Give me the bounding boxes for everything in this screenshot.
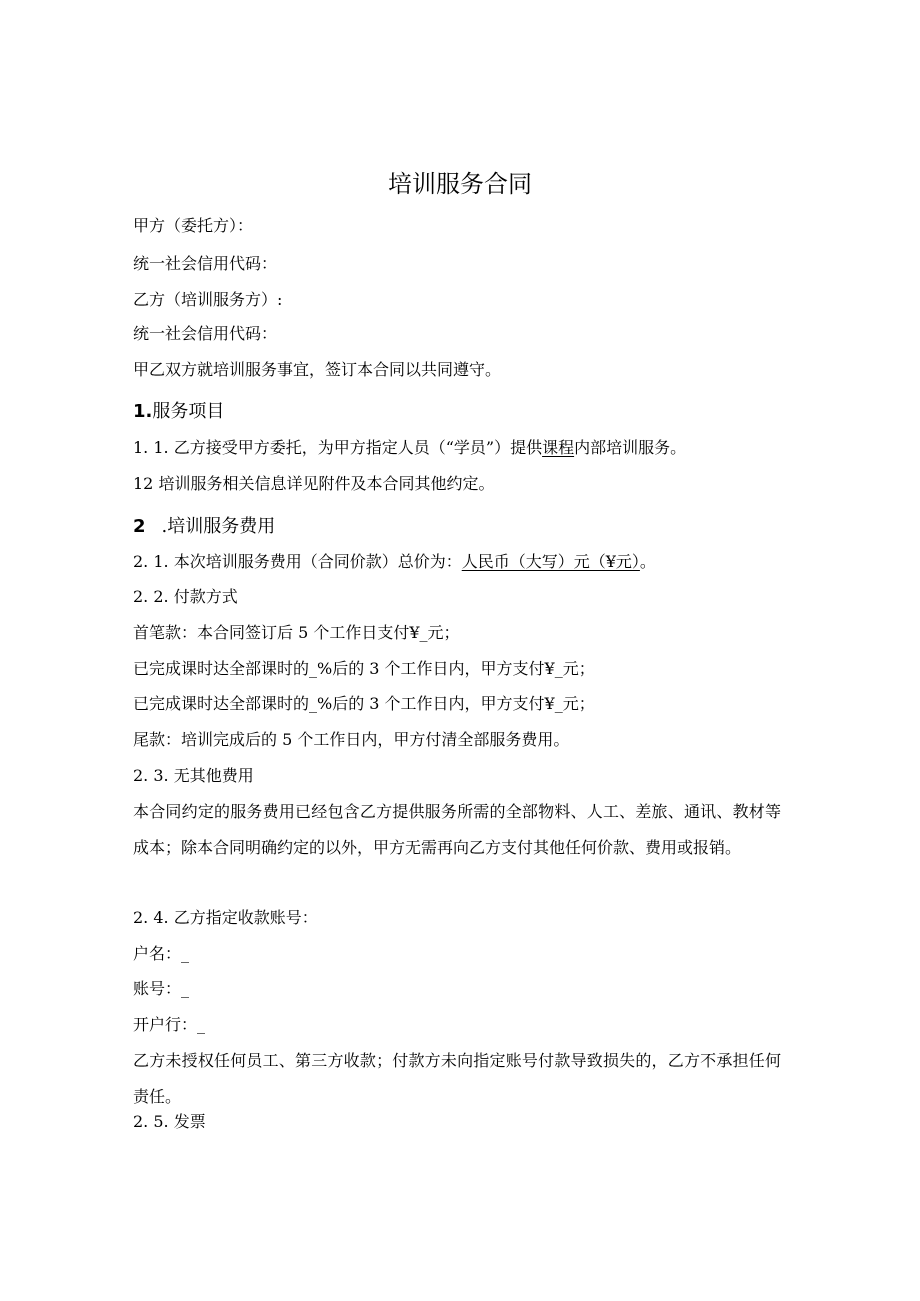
party-a-credit-code-line: 统一社会信用代码： — [133, 254, 278, 273]
clause-2-1-suffix: 。 — [639, 552, 656, 571]
clause-2-2: 2. 2. 付款方式 — [133, 587, 238, 606]
payment-first: 首笔款：本合同签订后 5 个工作日支付¥_元； — [133, 623, 460, 642]
clause-2-1-prefix: 2. 1. 本次培训服务费用（合同价款）总价为： — [133, 552, 462, 571]
clause-2-4: 2. 4. 乙方指定收款账号： — [133, 908, 318, 927]
contract-title: 培训服务合同 — [388, 170, 532, 198]
clause-2-5: 2. 5. 发票 — [133, 1112, 206, 1131]
account-number-line: 账号：_ — [133, 979, 190, 998]
account-note: 乙方未授权任何员工、第三方收款；付款方未向指定账号付款导致损失的，乙方不承担任何责任。 — [133, 1051, 781, 1106]
section-2-title: .培训服务费用 — [161, 516, 276, 537]
party-a-line: 甲方（委托方）： — [133, 216, 254, 235]
clause-2-3: 2. 3. 无其他费用 — [133, 766, 254, 785]
clause-2-1-price-blank: 人民币（大写）元（¥元） — [461, 552, 640, 571]
intro-line: 甲乙双方就培训服务事宜，签订本合同以共同遵守。 — [133, 360, 502, 379]
section-1-heading — [133, 399, 224, 425]
bank-line: 开户行：_ — [133, 1015, 206, 1034]
payment-final: 尾款：培训完成后的 5 个工作日内，甲方付清全部服务费用。 — [133, 730, 570, 749]
section-2-number: 2 — [133, 516, 146, 537]
clause-2-3-body: 本合同约定的服务费用已经包含乙方提供服务所需的全部物料、人工、差旅、通讯、教材等成本；除本合同明确约定的以外，甲方无需再向乙方支付其他任何价款、费用或报销。 — [133, 802, 781, 857]
party-b-line: 乙方（培训服务方）: — [133, 290, 283, 309]
account-name-line: 户名：_ — [133, 944, 190, 963]
section-1-title: 服务项目 — [152, 401, 225, 422]
clause-1-1-suffix: 内部培训服务。 — [574, 438, 687, 457]
clause-1-2: 12 培训服务相关信息详见附件及本合同其他约定。 — [133, 474, 495, 493]
payment-middle-1: 已完成课时达全部课时的_%后的 3 个工作日内，甲方支付¥_元； — [133, 659, 595, 678]
clause-2-1 — [133, 550, 793, 574]
clause-1-1-course-blank: 课程 — [542, 438, 575, 457]
payment-middle-2: 已完成课时达全部课时的_%后的 3 个工作日内，甲方支付¥_元； — [133, 694, 595, 713]
party-b-credit-code-line: 统一社会信用代码： — [133, 324, 278, 343]
clause-1-1-prefix: 1. 1. 乙方接受甲方委托，为甲方指定人员（“学员”）提供 — [133, 438, 543, 457]
section-1-number: 1. — [133, 401, 153, 422]
clause-1-1 — [133, 436, 793, 460]
section-2-heading — [133, 514, 275, 540]
